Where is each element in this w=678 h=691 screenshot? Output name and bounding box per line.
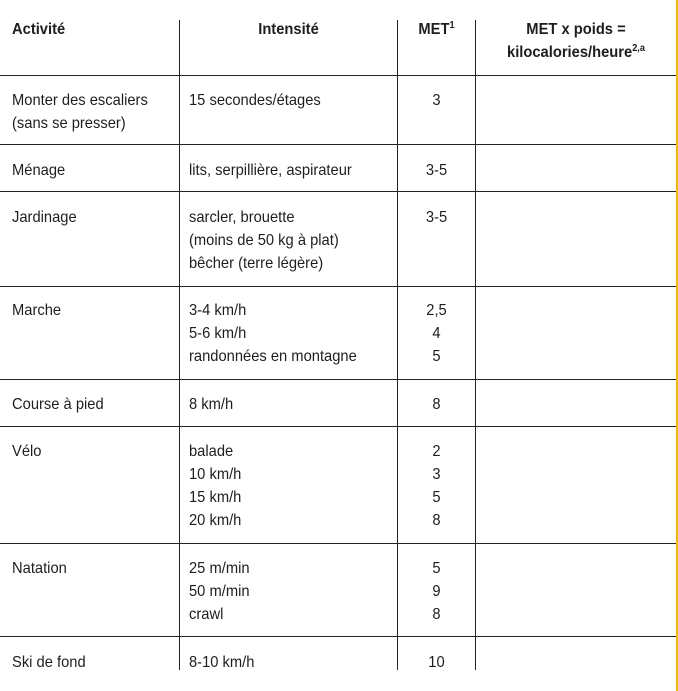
row-divider (0, 75, 676, 76)
cell-activity (12, 393, 104, 416)
cell-activity (12, 89, 148, 135)
cell-met (401, 159, 472, 182)
cell-intensity (189, 206, 339, 275)
cell-met (401, 89, 472, 112)
activity-line: Monter des escaliers (12, 92, 148, 109)
intensity-line: 20 km/h (189, 512, 242, 529)
row-divider (0, 144, 676, 145)
row-divider (0, 191, 676, 192)
activity-line: Jardinage (12, 209, 77, 226)
intensity-line: (moins de 50 kg à plat) (189, 232, 339, 249)
header-calc-line1: MET x poids = (526, 21, 626, 38)
header-activity (12, 18, 65, 41)
row-divider (0, 286, 676, 287)
cell-activity (12, 299, 61, 322)
met-value: 8 (432, 606, 441, 623)
header-calculation (484, 18, 668, 64)
cell-activity (12, 159, 65, 182)
row-divider (0, 426, 676, 427)
cell-intensity (189, 159, 352, 182)
met-value: 2 (432, 443, 441, 460)
activity-line: Ski de fond (12, 654, 86, 671)
header-intensity-label: Intensité (258, 21, 319, 38)
met-value: 3-5 (425, 209, 448, 226)
header-calc-line2: kilocalories/heure (507, 44, 633, 61)
intensity-line: 3-4 km/h (189, 302, 247, 319)
cell-met (401, 299, 472, 368)
met-value: 3 (432, 92, 441, 109)
cell-intensity (189, 440, 241, 532)
header-calc-footnote: 2,a (632, 43, 645, 54)
cell-intensity (189, 651, 254, 674)
intensity-line: 15 km/h (189, 489, 242, 506)
row-divider (0, 543, 676, 544)
met-value: 5 (432, 560, 441, 577)
intensity-line: 8 km/h (189, 396, 234, 413)
intensity-line: 50 m/min (189, 583, 250, 600)
cell-intensity (189, 89, 321, 112)
intensity-line: randonnées en montagne (189, 348, 357, 365)
activity-line: Course à pied (12, 396, 104, 413)
row-divider (0, 636, 676, 637)
activity-line: (sans se presser) (12, 115, 126, 132)
cell-intensity (189, 393, 233, 416)
intensity-line: 8-10 km/h (189, 654, 255, 671)
intensity-line: 25 m/min (189, 560, 250, 577)
column-divider (179, 20, 180, 670)
met-value: 8 (432, 396, 441, 413)
met-value: 3-5 (425, 162, 448, 179)
header-intensity (189, 18, 389, 41)
activity-line: Ménage (12, 162, 66, 179)
cell-met (401, 651, 472, 674)
intensity-line: lits, serpillière, aspirateur (189, 162, 352, 179)
intensity-line: 5-6 km/h (189, 325, 247, 342)
intensity-line: balade (189, 443, 234, 460)
cell-intensity (189, 299, 357, 368)
activity-line: Natation (12, 560, 67, 577)
activity-line: Vélo (12, 443, 42, 460)
header-activity-label: Activité (12, 21, 66, 38)
cell-met (401, 393, 472, 416)
met-value: 2,5 (426, 302, 447, 319)
met-value: 10 (428, 654, 445, 671)
met-value: 3 (432, 466, 441, 483)
column-divider (475, 20, 476, 670)
header-met-footnote: 1 (449, 20, 455, 31)
cell-activity (12, 440, 41, 463)
row-divider (0, 379, 676, 380)
intensity-line: 10 km/h (189, 466, 242, 483)
met-value: 4 (432, 325, 441, 342)
met-value: 9 (432, 583, 441, 600)
met-value: 5 (432, 489, 441, 506)
cell-activity (12, 206, 77, 229)
cell-met (401, 557, 472, 626)
met-value: 5 (432, 348, 441, 365)
activity-line: Marche (12, 302, 62, 319)
cell-activity (12, 651, 86, 674)
met-value: 8 (432, 512, 441, 529)
column-divider (397, 20, 398, 670)
cell-met (401, 440, 472, 532)
cell-intensity (189, 557, 250, 626)
header-met (401, 18, 472, 41)
intensity-line: bêcher (terre légère) (189, 255, 324, 272)
cell-activity (12, 557, 67, 580)
intensity-line: 15 secondes/étages (189, 92, 321, 109)
header-met-label: MET (418, 21, 450, 38)
cell-met (401, 206, 472, 229)
intensity-line: crawl (189, 606, 224, 623)
intensity-line: sarcler, brouette (189, 209, 295, 226)
